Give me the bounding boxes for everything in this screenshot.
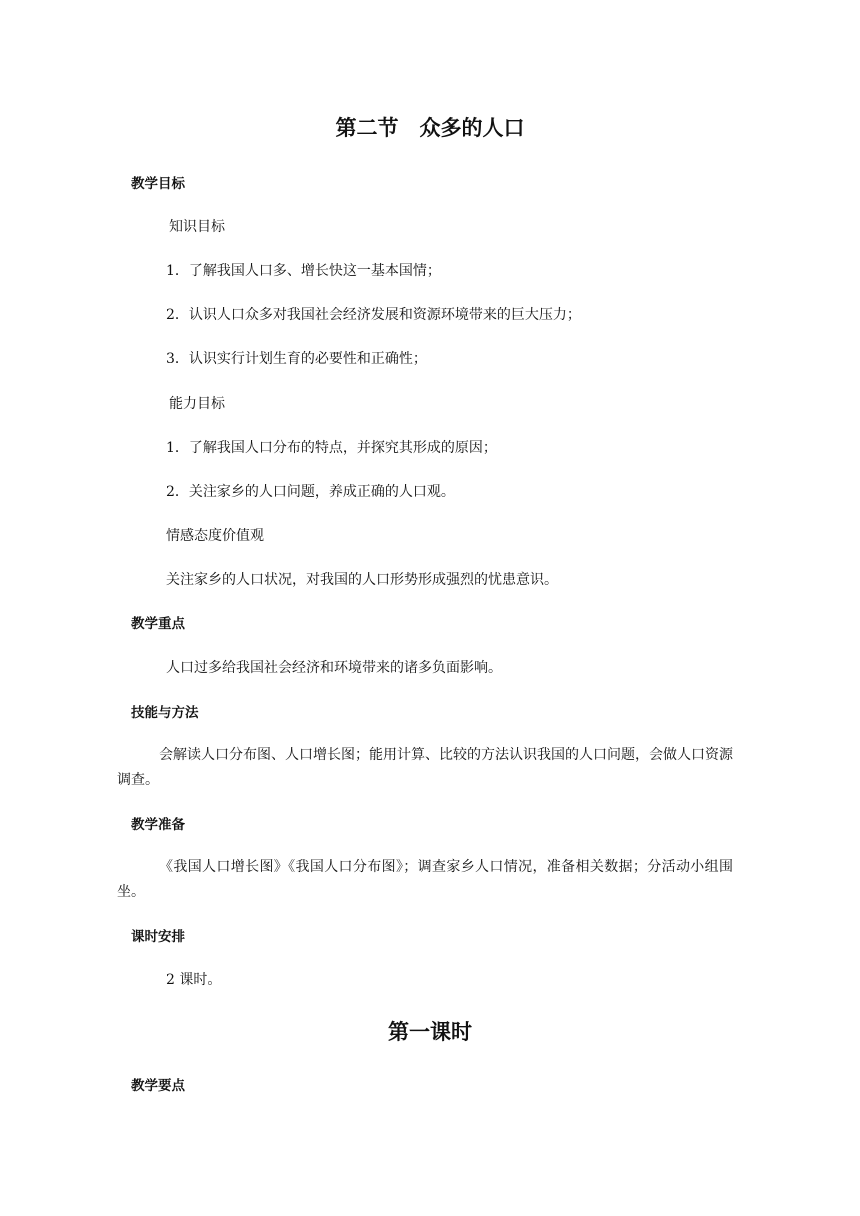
schedule-text: 2 课时。 — [166, 972, 222, 988]
heading-teaching-goals: 教学目标 — [131, 176, 185, 192]
ability-item-1: 1．了解我国人口分布的特点，并探究其形成的原因； — [166, 440, 497, 456]
knowledge-goal-label: 知识目标 — [169, 219, 225, 235]
ability-item-2: 2．关注家乡的人口问题，养成正确的人口观。 — [166, 484, 455, 500]
skills-paragraph: 会解读人口分布图、人口增长图；能用计算、比较的方法认识我国的人口问题，会做人口资源调查。 — [117, 747, 733, 788]
emotion-text: 关注家乡的人口状况，对我国的人口形势形成强烈的忧患意识。 — [166, 572, 558, 588]
knowledge-item-1: 1．了解我国人口多、增长快这一基本国情； — [166, 263, 441, 279]
heading-key-points: 教学重点 — [131, 616, 185, 632]
preparation-paragraph: 《我国人口增长图》《我国人口分布图》；调查家乡人口情况，准备相关数据；分活动小组围坐。 — [117, 859, 733, 900]
heading-preparation: 教学准备 — [131, 817, 185, 833]
heading-schedule: 课时安排 — [131, 929, 185, 945]
ability-goal-label: 能力目标 — [169, 396, 225, 412]
knowledge-item-2: 2．认识人口众多对我国社会经济发展和资源环境带来的巨大压力； — [166, 307, 581, 323]
page-title: 第二节 众多的人口 — [335, 116, 525, 140]
heading-skills-methods: 技能与方法 — [131, 705, 199, 721]
heading-lesson-points: 教学要点 — [131, 1078, 185, 1094]
knowledge-item-3: 3．认识实行计划生育的必要性和正确性； — [166, 351, 427, 367]
lesson-title: 第一课时 — [388, 1020, 472, 1044]
key-points-text: 人口过多给我国社会经济和环境带来的诸多负面影响。 — [166, 660, 502, 676]
emotion-goal-label: 情感态度价值观 — [166, 528, 264, 544]
